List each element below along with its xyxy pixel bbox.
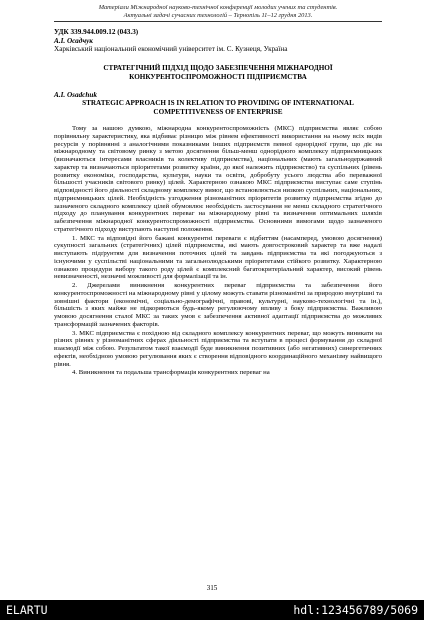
paragraph-intro: Тому за нашою думкою, міжнародна конкурентоспроможність (МКС) підприємства являє собою порівняльну характеристику, яка відбиває різницю між рівнем ефективності використання на ньому всіх видів ресурсів у порівнянні з аналогічними показниками інших підприємств певної однорідної групи, що діє на міжнародному та світовому ринку з метою досягнення більш-менш однорідного комплексу підприємницьких (визначаються інтересами власників та колективу підприємства), національних (мають загальнодержавний характер та визначаються пріоритетами розвитку країни, до якої належить підприємство) та суспільних (рівень розвитку економіки, господарства, культури, науки та освіти, добробуту усього людства або переважної більшості учасників світового ринку) цілей. Характерною ознакою МКС підприємства виступає саме ступінь відповідності його діяльності складному комплексу вимог, що встановлюється низкою суспільних, національних, підприємницьких цілей. Необхідність узгодження різноманітних пріоритетів розвитку підприємства згідно до зазначеного складного комплексу цілей обумовлює необхідність застосування не менш складного стратегічного підходу до планування конкурентних переваг на міжнародному рівні та визначення оптимальних шляхів забезпечення міжнародної конкурентоспроможності підприємства. Основними вимогами щодо зазначеного стратегічного підходу виступають наступні положення. xyxy=(54,125,382,233)
paragraph-point-1: 1. МКС та відповідні його бажані конкурентні переваги є відбиттям (насамперед, умовою досягнення) сукупності загальних (стратегічних) цілей підприємства, які мають довгостроковий характер та вже надалі виступають підґрунтям для визначення поточних цілей та завдань підприємства та які погоджуються з існуючими у суспільстві національними та загальнолюдськими пріоритетами стійкого розвитку. Характерною ознакою процедури вибору такого роду цілей є комплексний багатокритеріальний характер, високий рівень невизначеності, незначні можливості для формалізації та ін. xyxy=(54,234,382,281)
repository-name: ELARTU xyxy=(6,603,48,617)
paragraph-point-2: 2. Джерелами виникнення конкурентних переваг підприємства та забезпечення його конкурентоспроможності на міжнародному рівні у цілому можуть ставати різноманітні за природою внутрішні та зовнішні фактори (економічні, соціально-демографічні, правові, культурні, науково-технологічні та ін.), більшість з яких майже не підкоряються будь-якому регулюючому впливу з боку підприємства. Важливою умовою досягнення сталої МКС за таких умов є забезпечення активної адаптації підприємства до можливих трансформацій зазначених факторів. xyxy=(54,282,382,328)
author-ukrainian: А.І. Осадчук xyxy=(54,36,93,45)
header-line-2: Актуальні задачі сучасних технологій – Тернопіль 11–12 грудня 2013. xyxy=(54,12,382,22)
paragraph-point-4: 4. Виникнення та подальша трансформація конкурентних переваг на xyxy=(72,369,270,377)
running-header xyxy=(54,4,382,22)
author-english: A.I. Osadchuk xyxy=(54,90,97,99)
affiliation: Харківський національний економічний університет ім. С. Кузнеця, Україна xyxy=(54,45,288,53)
title-ukrainian: СТРАТЕГІЧНИЙ ПІДХІД ЩОДО ЗАБЕЗПЕЧЕННЯ МІЖНАРОДНОЇ КОНКУРЕНТОСПРОМОЖНОСТІ ПІДПРИЄМСТВА xyxy=(103,63,333,81)
article-body xyxy=(54,125,382,377)
paragraph-point-3: 3. МКС підприємства є похідною від складного комплексу конкурентних переваг, що можуть виникати на різних рівнях у різноманітних сферах діяльності підприємства та вступати в процесі формування до складної взаємодії між собою. Результатом такої взаємодії буде виникнення позитивних (або негативних) синергетичних ефектів, необхідною умовою регулювання яких є створення відповідного координаційного механізму найвищого рівня. xyxy=(54,329,382,368)
handle-identifier[interactable]: hdl:123456789/5069 xyxy=(293,603,418,617)
title-english: STRATEGIC APPROACH IS IN RELATION TO PROVIDING OF INTERNATIONAL COMPETITIVENESS OF ENTERPRISE xyxy=(82,99,354,116)
udc-code: УДК 339.944.009.12 (043.3) xyxy=(54,28,139,36)
repository-footer xyxy=(0,600,424,620)
header-line-1: Матеріали Міжнародної науково-технічної конференції молодих учених та студентів. xyxy=(98,4,338,11)
page-content xyxy=(54,4,382,377)
page-number: 315 xyxy=(206,584,218,592)
